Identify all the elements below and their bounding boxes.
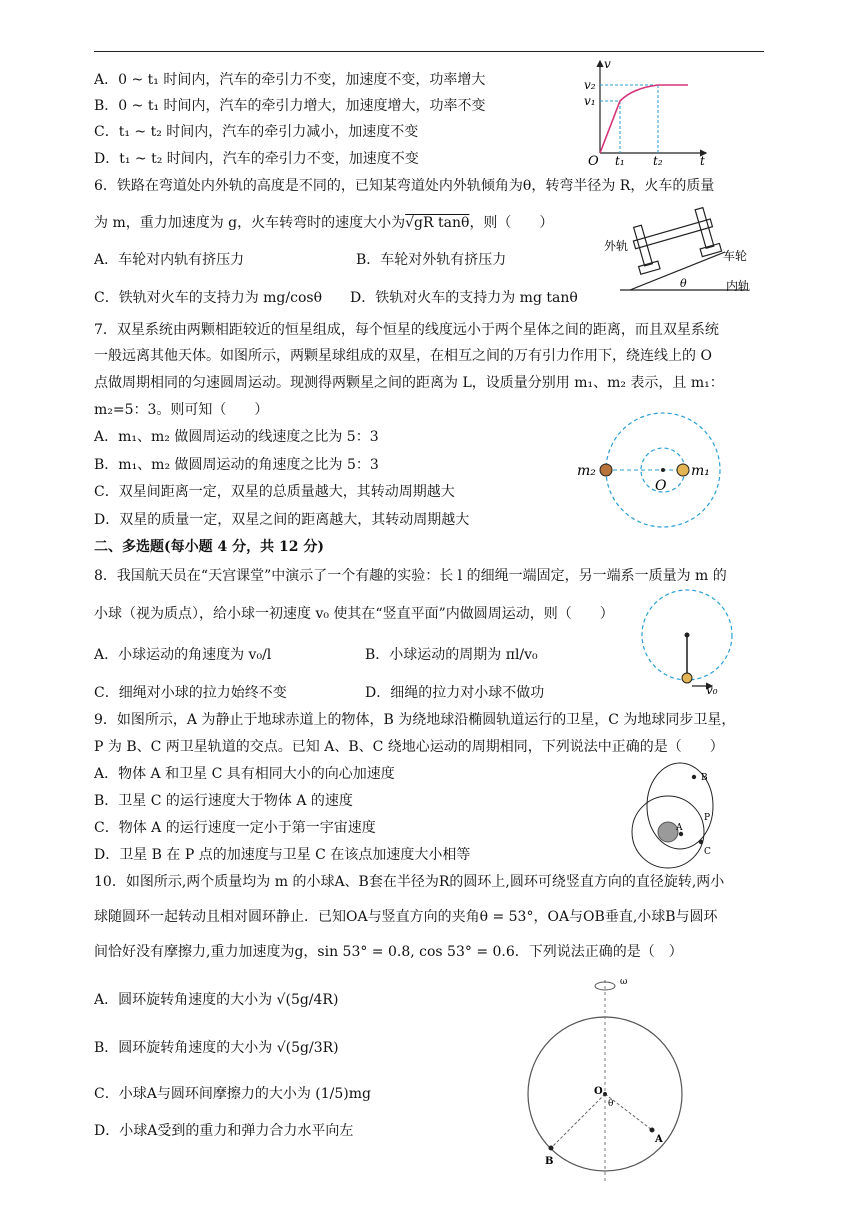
fig-inner-rail-label: 内轨 (726, 279, 751, 293)
q5-option-b: B．0 ~ t₁ 时间内，汽车的牵引力增大，加速度增大，功率不变 (94, 98, 486, 114)
graph-v2-label: v₂ (584, 78, 596, 92)
q7-option-c: C．双星间距离一定，双星的总质量越大，其转动周期越大 (94, 484, 455, 500)
q7-stem-line1: 7．双星系统由两颗相距较近的恒星组成，每个恒星的线度远小于两个星体之间的距离，而且双星系统 (94, 322, 719, 338)
q6-stem-line1: 6．铁路在弯道处内外轨的高度是不同的，已知某弯道处内外轨倾角为θ，转弯半径为 R，火车的质量 (94, 178, 715, 194)
q7-stem-line3: 点做周期相同的匀速圆周运动。现测得两颗星之间的距离为 L，设质量分别用 m₁、m₂ 表示，且 m₁： (94, 375, 724, 391)
fig-center-O-label-q10: O (594, 1086, 603, 1097)
q9-stem-line1: 9．如图所示，A 为静止于地球赤道上的物体，B 为绕地球沿椭圆轨道运行的卫星，C 为地球同步卫星， (94, 712, 736, 728)
graph-t-label: t (700, 154, 705, 168)
q5-vt-graph (584, 57, 713, 169)
q10-option-d: D．小球A受到的重力和弹力合力水平向左 (94, 1123, 354, 1139)
fig-wheel-label: 车轮 (723, 249, 748, 263)
q5-option-c: C．t₁ ~ t₂ 时间内，汽车的牵引力减小，加速度不变 (94, 124, 419, 140)
q6-option-d: D．铁轨对火车的支持力为 mg tanθ (350, 290, 578, 306)
q6-option-c: C．铁轨对火车的支持力为 mg/cosθ (94, 290, 322, 306)
graph-t1-label: t₁ (615, 154, 625, 168)
fig-m1-label: m₁ (691, 463, 710, 479)
q10-option-b: B．圆环旋转角速度的大小为 √(5g/3R) (94, 1040, 339, 1056)
graph-origin-label: O (588, 154, 599, 169)
fig-v0-label: v₀ (706, 683, 718, 697)
q8-stem-line2: 小球（视为质点），给小球一初速度 v₀ 使其在“竖直平面”内做圆周运动，则（ ） (94, 606, 614, 622)
q7-stem-line4: m₂=5：3。则可知（ ） (94, 402, 269, 418)
fig-C-label: C (704, 847, 711, 857)
q5-option-a: A．0 ~ t₁ 时间内，汽车的牵引力不变，加速度不变，功率增大 (94, 72, 486, 88)
q9-option-c: C．物体 A 的运行速度一定小于第一宇宙速度 (94, 820, 376, 836)
q10-stem-line1: 10．如图所示,两个质量均为 m 的小球A、B套在半径为R的圆环上,圆环可绕竖直方向的直径旋转,两小 (94, 874, 725, 890)
header-rule (94, 51, 764, 52)
q8-vertical-circle-figure (640, 588, 750, 700)
fig-m2-label: m₂ (577, 463, 596, 479)
q10-stem-line2: 球随圆环一起转动且相对圆环静止．已知OA与竖直方向的夹角θ = 53°，OA与OB垂直,小球B与圆环 (94, 909, 718, 925)
graph-v1-label: v₁ (584, 94, 596, 108)
q6-option-b: B．车轮对外轨有挤压力 (356, 252, 507, 268)
fig-outer-rail-label: 外轨 (604, 239, 629, 253)
q9-option-b: B．卫星 C 的运行速度大于物体 A 的速度 (94, 793, 353, 809)
q8-stem-line1: 8．我国航天员在“天宫课堂”中演示了一个有趣的实验：长 l 的细绳一端固定，另一端系一质量为 m 的 (94, 568, 727, 584)
fig-A-label: A (676, 823, 683, 833)
fig-A-ball-label: A (655, 1134, 663, 1145)
q6-speed-formula: √gR tanθ (405, 215, 470, 231)
q8-option-c: C．细绳对小球的拉力始终不变 (94, 685, 287, 701)
q9-option-d: D．卫星 B 在 P 点的加速度与卫星 C 在该点加速度大小相等 (94, 847, 471, 863)
q7-stem-line2: 一般远离其他天体。如图所示，两颗星球组成的双星，在相互之间的万有引力作用下，绕连线上的 O (94, 348, 712, 364)
fig-P-label: P (704, 813, 711, 823)
q9-stem-line2: P 为 B、C 两卫星轨道的交点。已知 A、B、C 绕地心运动的周期相同，下列说法中正确的是（ ） (94, 739, 724, 755)
q8-option-b: B．小球运动的周期为 πl/v₀ (365, 647, 538, 663)
fig-theta-label: θ (680, 277, 687, 290)
q6-option-a: A．车轮对内轨有挤压力 (94, 252, 245, 268)
graph-t2-label: t₂ (653, 154, 663, 168)
q5-option-d: D．t₁ ~ t₂ 时间内，汽车的牵引力不变，加速度不变 (94, 151, 419, 167)
q8-option-a: A．小球运动的角速度为 v₀/l (94, 647, 272, 663)
q9-orbits-figure (628, 760, 728, 870)
q10-option-c: C．小球A与圆环间摩擦力的大小为 (1/5)mg (94, 1086, 371, 1102)
q7-option-b: B．m₁、m₂ 做圆周运动的角速度之比为 5：3 (94, 457, 379, 473)
q7-binary-star-figure (575, 412, 765, 532)
q10-option-a: A．圆环旋转角速度的大小为 √(5g/4R) (94, 992, 339, 1008)
fig-omega-label: ω (620, 977, 628, 987)
q7-option-d: D．双星的质量一定，双星之间的距离越大，其转动周期越大 (94, 512, 470, 528)
graph-v-label: v (604, 57, 611, 71)
fig-theta-label-q10: θ (608, 1099, 614, 1109)
q6-stem-line2: 为 m，重力加速度为 g，火车转弯时的速度大小为√gR tanθ，则（ ） (94, 215, 554, 231)
q10-rotating-ring-figure (525, 970, 685, 1190)
q6-rail-figure (600, 212, 760, 296)
fig-center-O-label: O (655, 478, 667, 494)
q10-stem-line3: 间恰好没有摩擦力,重力加速度为g，sin 53° = 0.8, cos 53° = 0.6．下列说法正确的是（ ） (94, 944, 683, 960)
q8-option-d: D．细绳的拉力对小球不做功 (365, 685, 545, 701)
q9-option-a: A．物体 A 和卫星 C 具有相同大小的向心加速度 (94, 766, 395, 782)
fig-B-ball-label: B (545, 1156, 554, 1167)
q7-option-a: A．m₁、m₂ 做圆周运动的线速度之比为 5：3 (94, 429, 379, 445)
section-title-multiple-choice: 二、多选题(每小题 4 分，共 12 分) (94, 539, 324, 555)
fig-B-label: B (701, 773, 708, 783)
